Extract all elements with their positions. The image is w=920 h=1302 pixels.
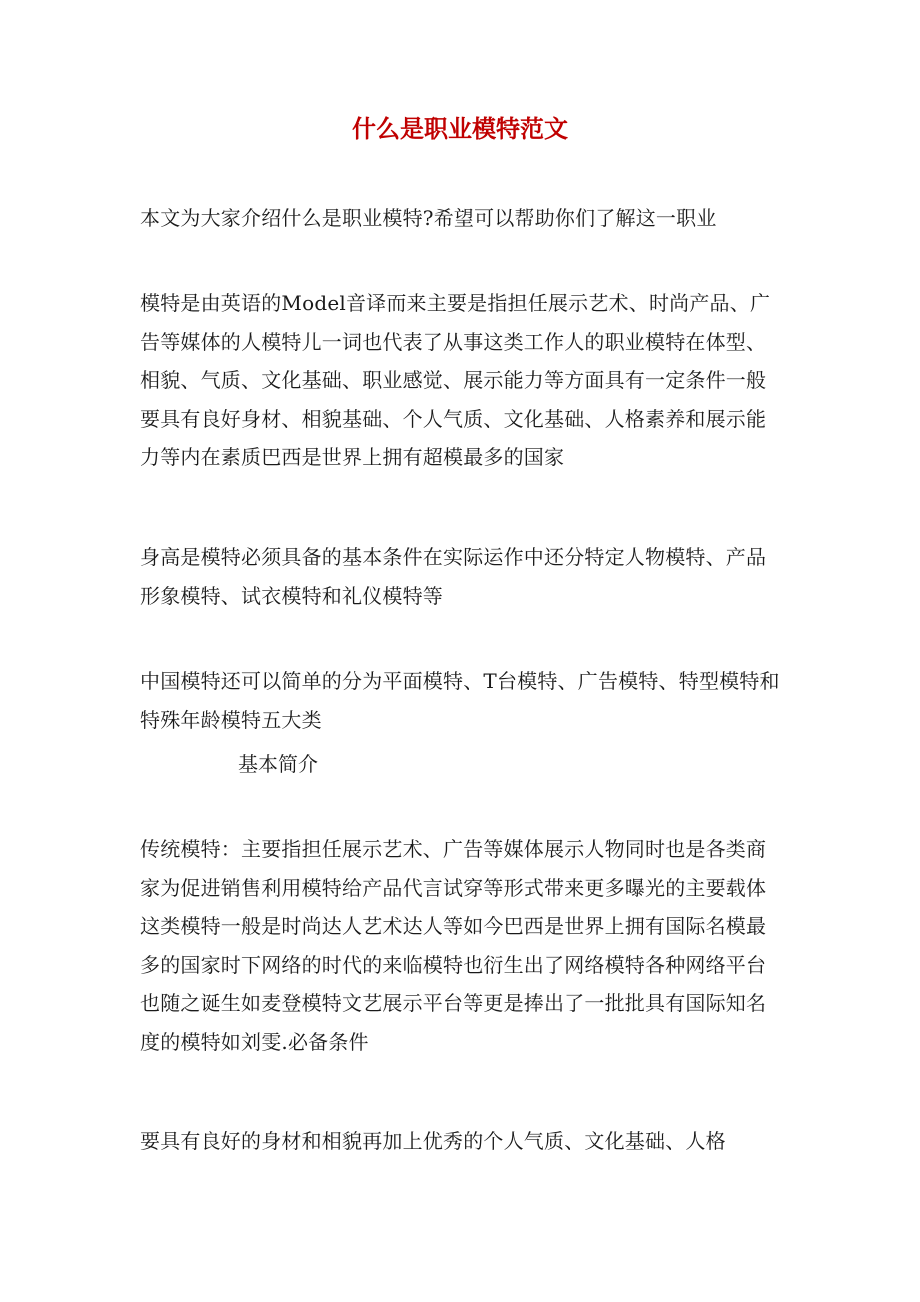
requirements-paragraph: 要具有良好的身材和相貌再加上优秀的个人气质、文化基础、人格 bbox=[140, 1129, 726, 1153]
traditional-model-paragraph: 传统模特：主要指担任展示艺术、广告等媒体展示人物同时也是各类商家为促进销售利用模特给产品代言试穿等形式带来更多曝光的主要载体这类模特一般是时尚达人艺术达人等如今巴西是世界上拥有国际名模最多的国家时下网络的时代的来临模特也衍生出了网络模特各种网络平台也随之诞生如麦登模特文艺展示平台等更是捧出了一批批具有国际知名度的模特如刘雯.必备条件 bbox=[140, 837, 767, 1054]
model-definition-paragraph: 模特是由英语的Model音译而来主要是指担任展示艺术、时尚产品、广告等媒体的人模特儿一词也代表了从事这类工作人的职业模特在体型、相貌、气质、文化基础、职业感觉、展示能力等方面具有一定条件一般要具有良好身材、相貌基础、个人气质、文化基础、人格素养和展示能力等内在素质巴西是世界上拥有超模最多的国家 bbox=[140, 291, 771, 469]
section-heading-basic-intro: 基本简介 bbox=[238, 752, 318, 776]
model-categories-paragraph: 中国模特还可以简单的分为平面模特、T台模特、广告模特、特型模特和特殊年龄模特五大类 bbox=[140, 669, 780, 732]
height-requirement-paragraph: 身高是模特必须具备的基本条件在实际运作中还分特定人物模特、产品形象模特、试衣模特和礼仪模特等 bbox=[140, 545, 767, 608]
intro-paragraph: 本文为大家介绍什么是职业模特?希望可以帮助你们了解这一职业 bbox=[140, 206, 717, 230]
document-title: 什么是职业模特范文 bbox=[352, 114, 568, 143]
